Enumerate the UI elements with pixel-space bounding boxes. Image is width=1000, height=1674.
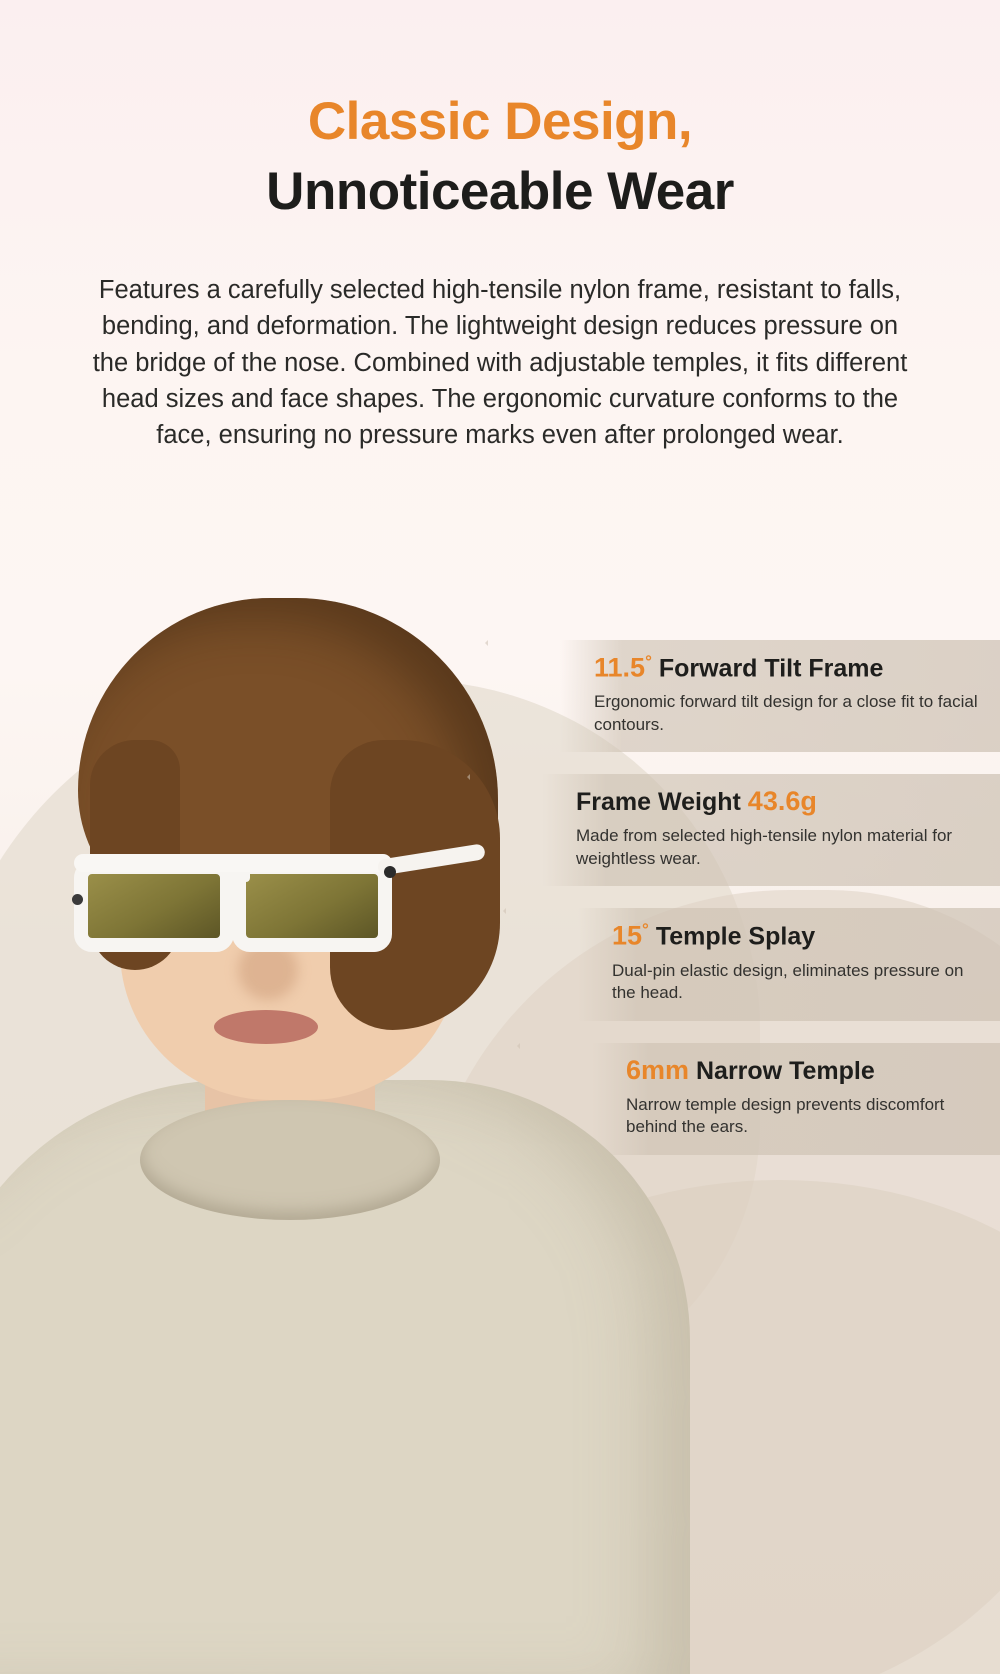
intro-paragraph: Features a carefully selected high-tensile nylon frame, resistant to falls, bending, and deformation. The lightweight design reduces pressure on the bridge of the nose. Combined with adjustable temples, it fits different head sizes and face shapes. The ergonomic curvature conforms to the face, ensuring no pressure marks even after prolonged wear. (92, 275, 908, 450)
frame-top-bar (74, 854, 392, 872)
spec-value: 15 (612, 920, 643, 951)
spec-value: 11.5 (594, 652, 646, 683)
page-title-accent: Classic Design, (307, 92, 693, 151)
page-title-second-line: Unnoticeable Wear (266, 161, 734, 221)
spec-label: Temple Splay (655, 922, 816, 951)
lens-right (232, 860, 392, 952)
mouth (214, 1010, 318, 1044)
sweater-collar (140, 1100, 440, 1220)
spec-value: 6mm (626, 1054, 690, 1085)
spec-description: Dual-pin elastic design, eliminates pressure on the head. (612, 960, 964, 1003)
smart-glasses (62, 832, 482, 992)
lens-left (74, 860, 234, 952)
spec-unit: ° (642, 920, 649, 940)
spec-description: Made from selected high-tensile nylon material for weightless wear. (576, 826, 953, 868)
spec-description: Narrow temple design prevents discomfort behind the ears. (626, 1094, 945, 1137)
spec-value: 43.6g (747, 786, 817, 817)
spec-item-frame-weight (542, 774, 1000, 886)
page-title (0, 88, 1000, 156)
spec-item-narrow-temple (592, 1043, 1000, 1155)
spec-item-temple-splay (578, 908, 1000, 1020)
spec-unit: ° (645, 652, 652, 671)
spec-label: Frame Weight (576, 788, 741, 817)
spec-title (576, 786, 986, 818)
hinge-dot-icon (72, 894, 83, 905)
spec-label: Forward Tilt Frame (658, 654, 884, 683)
spec-description: Ergonomic forward tilt design for a close fit to facial contours. (594, 692, 978, 734)
spec-item-forward-tilt (560, 640, 1000, 752)
camera-icon (384, 866, 396, 878)
spec-list (530, 640, 1000, 1177)
spec-title (626, 1055, 986, 1087)
spec-title (612, 920, 986, 952)
header (0, 0, 1000, 454)
spec-title (594, 652, 986, 684)
spec-label: Narrow Temple (695, 1056, 875, 1085)
